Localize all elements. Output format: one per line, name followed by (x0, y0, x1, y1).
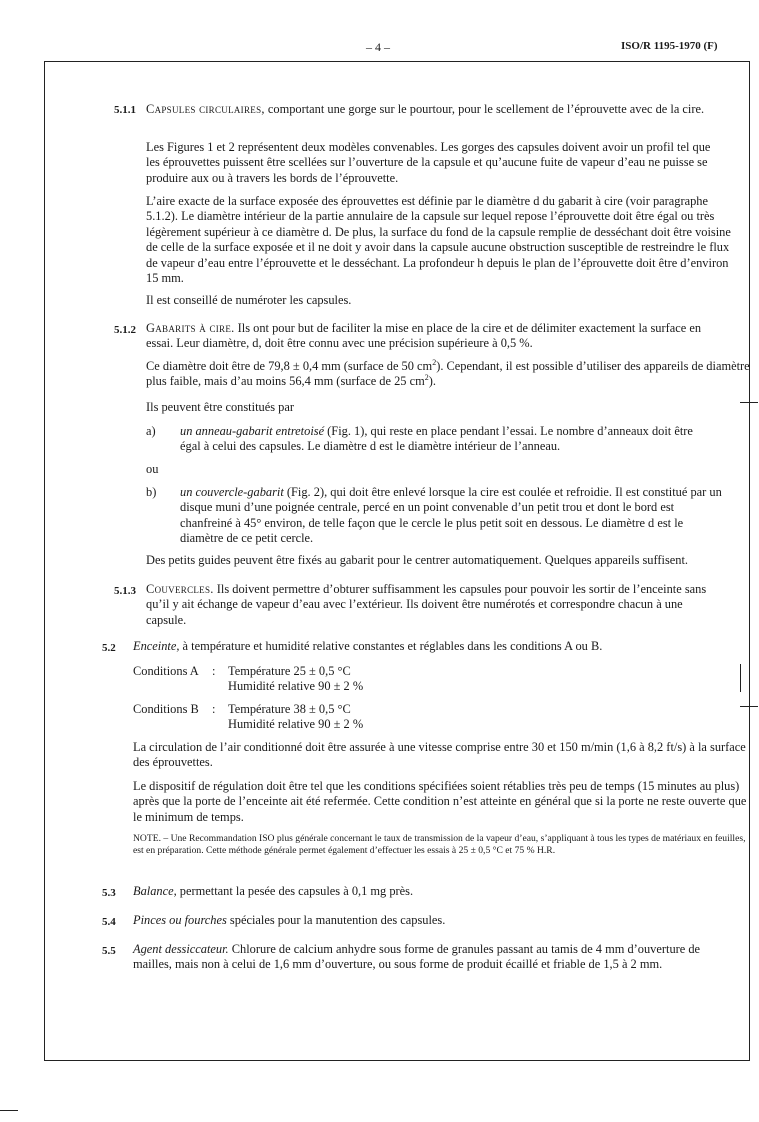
conditions-a-temperature: Température 25 ± 0,5 °C (228, 664, 351, 678)
margin-change-mark (740, 706, 758, 707)
conditions-a-label: Conditions A (133, 664, 199, 678)
paragraph: Il est conseillé de numéroter les capsules. (146, 293, 352, 307)
colon: : (212, 702, 216, 716)
page-number: – 4 – (366, 40, 390, 54)
paragraph-text: à température et humidité relative constantes et réglables dans les conditions A ou B. (179, 639, 603, 653)
section-title: Pinces ou fourches (133, 913, 227, 927)
section-5-1-3-body (146, 582, 726, 628)
section-number-5-1-1: 5.1.1 (114, 104, 136, 116)
paragraph: Ils peuvent être constitués par (146, 400, 294, 414)
paragraph-text: Ce diamètre doit être de 79,8 ± 0,4 mm (surface de 50 cm (146, 359, 433, 373)
list-label-a: a) (146, 424, 156, 438)
paragraph: Les Figures 1 et 2 représentent deux modèles convenables. Les gorges des capsules doivent avoir un profil tel que les éprouvettes puissent être scellées sur l’ouverture de la capsule et qu’aucune fuite de vapeur d’eau ne puisse se produire aux ou à travers les bords de l’éprouvette. (146, 140, 711, 185)
section-5-4-body (133, 913, 733, 928)
section-5-1-2-intro (146, 321, 706, 352)
paragraph-text: Chlorure de calcium anhydre sous forme de granules passant au tamis de 4 mm d’ouverture de mailles, mais non à celui de 1,6 mm d’ouverture, ou sous forme de produit écaillé et friable de 1,5 à 2 mm. (133, 942, 701, 972)
section-number-5-3: 5.3 (102, 887, 116, 899)
paragraph-text: Ils doivent permettre d’obturer suffisamment les capsules pour pouvoir les sortir de l’enceinte sans qu’il y ait échange de vapeur d’eau avec l’extérieur. Ils doivent être numérotés et correspondre chacun à une capsule. (146, 582, 707, 627)
paragraph-regulation: Le dispositif de régulation doit être tel que les conditions spécifiées soient rétablies très peu de temps (15 minutes au plus) après que la porte de l’enceinte ait été refermée. Cette condition n’est atteinte en général que si la porte ne reste ouverte que le minimum de temps. (133, 779, 747, 824)
paragraph-air-circulation: La circulation de l’air conditionné doit être assurée à une vitesse comprise entre 30 et 150 m/min (1,6 à 8,2 ft/s) à la surface des éprouvettes. (133, 740, 746, 770)
list-item-a (180, 424, 708, 455)
scan-edge-mark (0, 1110, 18, 1111)
section-title: Agent dessiccateur. (133, 942, 229, 956)
section-5-1-1-intro (146, 102, 712, 117)
paragraph-text: ). Cependant, il est possible d’utiliser des appareils de diamètre plus faible, mais d’au moins 56,4 mm (surface de 25 cm (146, 359, 750, 389)
margin-change-bar (740, 664, 741, 692)
conditions-b-label: Conditions B (133, 702, 199, 716)
list-item-b (180, 485, 724, 547)
list-item-term: un couvercle-gabarit (180, 485, 284, 499)
note: NOTE. – Une Recommandation ISO plus générale concernant le taux de transmission de la vapeur d’eau, s’appliquant à tous les types de matériaux en feuilles, est en préparation. Cette méthode générale permet également d’effectuer les essais à 25 ± 0,5 °C et 75 % H.R. (133, 833, 746, 856)
conditions-b-temperature: Température 38 ± 0,5 °C (228, 702, 351, 716)
conditions-b-humidity: Humidité relative 90 ± 2 % (228, 717, 364, 731)
list-item-text: (Fig. 1), qui reste en place pendant l’essai. Le nombre d’anneaux doit être égal à celui des capsules. Le diamètre d est le diamètre intérieur de l’anneau. (180, 424, 693, 454)
paragraph: Des petits guides peuvent être fixés au gabarit pour le centrer automatiquement. Quelques appareils suffisent. (146, 553, 689, 567)
list-item-text: (Fig. 2), qui doit être enlevé lorsque la cire est coulée et refroidie. Il est constitué par un disque muni d’une poignée centrale, percé en un point convenable d’un petit trou et dont le bord est chanfreiné à 45° environ, de telle façon que le cercle le plus petit soit en dessous. Le diamètre d est le diamètre de ce petit cercle. (180, 485, 722, 546)
section-title: Couvercles. (146, 582, 214, 596)
paragraph-text: Ils ont pour but de faciliter la mise en place de la cire et de délimiter exactement la surface en essai. Leur diamètre, d, doit être connu avec une précision supérieure à 0,5 %. (146, 321, 702, 351)
paragraph-diameter (146, 359, 754, 390)
section-5-5-body (133, 942, 723, 973)
list-connector: ou (146, 462, 159, 476)
superscript: 2 (424, 373, 429, 383)
section-number-5-5: 5.5 (102, 945, 116, 957)
section-5-3-body (133, 884, 733, 899)
superscript: 2 (432, 358, 437, 367)
section-title: Gabarits à cire. (146, 321, 235, 335)
section-title: Balance, (133, 884, 177, 898)
colon: : (212, 664, 216, 678)
section-title: Enceinte, (133, 639, 180, 653)
margin-change-mark (740, 402, 758, 403)
paragraph: L’aire exacte de la surface exposée des éprouvettes est définie par le diamètre d du gabarit à cire (voir paragraphe 5.1.2). Le diamètre intérieur de la partie annulaire de la capsule sur lequel repose l’éprouvette doit être égal ou très légèrement supérieur à ce diamètre d. De plus, la surface du fond de la capsule remplie de desséchant doit être voisine de celle de la surface exposée et il ne doit y avoir dans la capsule aucune obstruction susceptible de restreindre le flux de vapeur d’eau entre l’éprouvette et le desséchant. La profondeur h depuis le plan de l’éprouvette doit être d’environ 15 mm. (146, 194, 731, 286)
section-title: Capsules circulaires, (146, 102, 265, 116)
list-label-b: b) (146, 485, 157, 499)
section-number-5-1-3: 5.1.3 (114, 585, 136, 597)
list-item-term: un anneau-gabarit entretoisé (180, 424, 325, 438)
paragraph-text: permettant la pesée des capsules à 0,1 mg près. (176, 884, 414, 898)
section-number-5-4: 5.4 (102, 916, 116, 928)
document-reference: ISO/R 1195-1970 (F) (621, 40, 718, 52)
section-5-2-intro (133, 639, 733, 654)
section-number-5-1-2: 5.1.2 (114, 324, 136, 336)
conditions-a-humidity: Humidité relative 90 ± 2 % (228, 679, 364, 693)
paragraph-text: spéciales pour la manutention des capsules. (226, 913, 446, 927)
section-number-5-2: 5.2 (102, 642, 116, 654)
paragraph-text: comportant une gorge sur le pourtour, pour le scellement de l’éprouvette avec de la cire. (264, 102, 705, 116)
paragraph-text: ). (428, 374, 436, 389)
